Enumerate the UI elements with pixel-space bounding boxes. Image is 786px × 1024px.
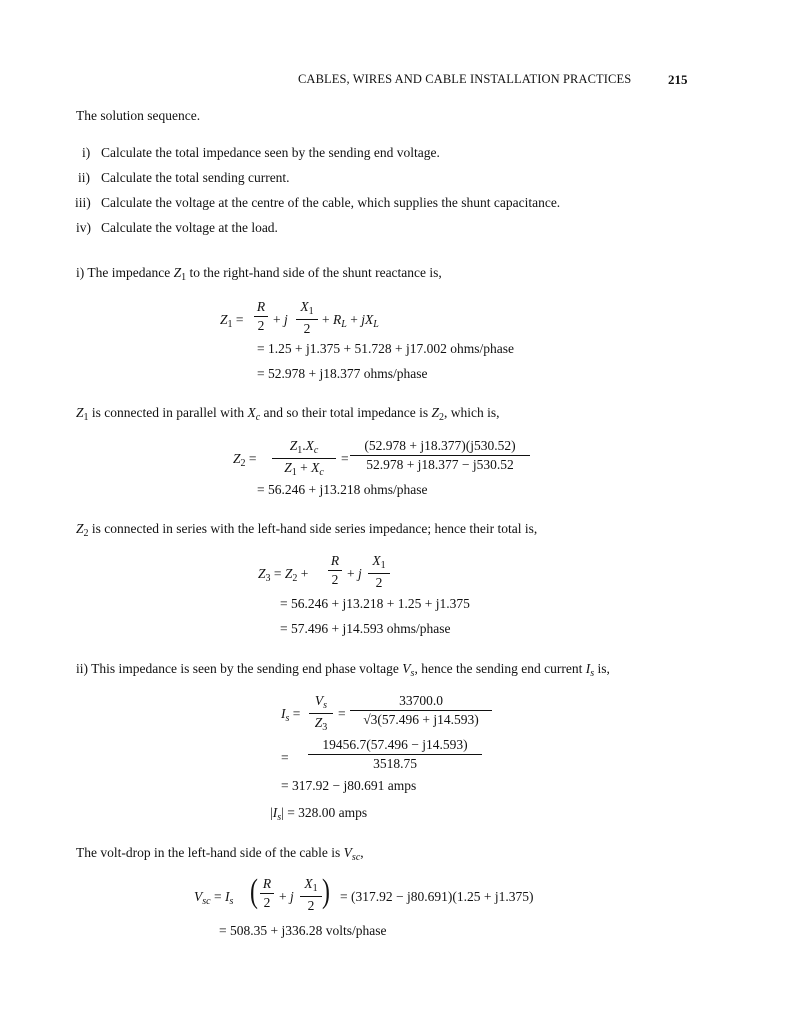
eq-line: = 317.92 − j80.691 amps: [281, 778, 417, 793]
eq-line: = 1.25 + j1.375 + 51.728 + j17.002 ohms/phase: [257, 341, 514, 356]
symbol: Z: [431, 405, 440, 420]
fraction-numeric-2: [308, 738, 482, 770]
eq-line: = 328.00 amps: [287, 805, 368, 820]
eq-lhs: $V_{sc} = I_s$: [194, 889, 234, 907]
fraction-r-over-2: R 2: [260, 877, 274, 909]
fraction-x1-over-2: $X_1$ 2: [296, 300, 318, 336]
subscript: 2: [83, 528, 89, 539]
eq-lhs: $Z_1$ =: [220, 312, 244, 330]
para-text: is connected in series with the left-hand side series impedance; hence their total is,: [88, 521, 538, 536]
step-label: iv): [76, 220, 91, 235]
symbol: X: [247, 405, 256, 420]
denominator: 52.978 + j18.377 − j530.52: [366, 456, 514, 472]
fraction-vs-z3: $V_s$ $Z_3$: [309, 694, 333, 733]
fraction-x1-over-2: $X_1$ 2: [300, 877, 322, 913]
para-text: to the right-hand side of the shunt reactance is,: [186, 265, 442, 280]
subscript: sc: [351, 852, 361, 863]
fraction-numeric: [350, 439, 530, 471]
right-paren: ): [322, 873, 330, 910]
eq-line: = 57.496 + j14.593 ohms/phase: [280, 621, 451, 636]
subscript: 2: [439, 412, 445, 423]
eq-rhs: = (317.92 − j80.691)(1.25 + j1.375): [340, 889, 534, 904]
subscript: c: [255, 412, 261, 423]
fraction-r-over-2: R 2: [328, 554, 342, 586]
symbol: V: [343, 845, 352, 860]
eq-line: = 56.246 + j13.218 ohms/phase: [257, 482, 428, 497]
eq-term: + j: [273, 312, 288, 327]
running-header: CABLES, WIRES AND CABLE INSTALLATION PRACTICES: [298, 72, 632, 86]
intro-text: The solution sequence.: [76, 108, 201, 123]
fraction-x1-over-2: $X_1$ 2: [368, 554, 390, 590]
eq-lhs: $Z_2$ =: [233, 451, 257, 469]
step-label: ii): [78, 170, 90, 185]
numerator: 33700.0: [399, 693, 443, 708]
symbol: Z: [76, 405, 84, 420]
para-text: ii) This impedance is seen by the sending end phase voltage: [76, 661, 403, 676]
eq-term: + $R_L + jX_L$: [322, 312, 379, 330]
eq-sign: =: [341, 451, 349, 466]
symbol: Z: [173, 265, 182, 280]
step-text: Calculate the total impedance seen by the sending end voltage.: [101, 145, 440, 160]
para-text: ,: [360, 845, 364, 860]
step-text: Calculate the voltage at the load.: [101, 220, 278, 235]
subscript: 1: [181, 272, 187, 283]
subscript: s: [410, 668, 415, 679]
step-label: iii): [75, 195, 91, 210]
step-label: i): [82, 145, 91, 160]
para-text: is,: [594, 661, 610, 676]
eq-lhs: $Z_3 = Z_2$ +: [258, 566, 309, 584]
fraction-r-over-2: R 2: [254, 300, 268, 332]
eq-term: + j: [347, 566, 362, 581]
paragraph-current: [76, 662, 610, 679]
eq-line: = 508.35 + j336.28 volts/phase: [219, 923, 387, 938]
numerator: (52.978 + j18.377)(j530.52): [364, 438, 516, 453]
symbol: I: [585, 661, 591, 676]
para-text: , hence the sending end current: [414, 661, 586, 676]
step-text: Calculate the total sending current.: [101, 170, 290, 185]
eq-lhs: $I_s$ =: [281, 706, 301, 724]
para-text: is connected in parallel with: [88, 405, 248, 420]
denominator: √3(57.496 + j14.593): [363, 711, 479, 727]
para-text: i) The impedance: [76, 265, 174, 280]
symbol: V: [402, 661, 411, 676]
denominator: 3518.75: [373, 755, 417, 771]
paragraph-volt-drop: [76, 846, 364, 863]
numerator: 19456.7(57.496 − j14.593): [322, 737, 468, 752]
paragraph-series: [76, 522, 537, 539]
para-text: and so their total impedance is: [260, 405, 432, 420]
subscript: s: [590, 668, 595, 679]
eq-line: = 56.246 + j13.218 + 1.25 + j1.375: [280, 596, 470, 611]
page-number: 215: [668, 72, 688, 87]
eq-sign: =: [338, 706, 346, 721]
eq-sign: =: [281, 750, 289, 765]
eq-line: = 52.978 + j18.377 ohms/phase: [257, 366, 428, 381]
step-text: Calculate the voltage at the centre of the cable, which supplies the shunt capacitance.: [101, 195, 561, 210]
symbol: Z: [76, 521, 84, 536]
paragraph-parallel: [76, 406, 500, 423]
left-paren: (: [250, 873, 258, 910]
fraction-numeric: [350, 694, 492, 726]
fraction-z1xc: $Z_1.X_c$ $Z_1 + X_c$: [272, 439, 336, 478]
paragraph-z1-intro: [76, 266, 442, 283]
eq-term: + j: [279, 889, 294, 904]
eq-magnitude: $|I_s| = 328.00$ amps: [270, 805, 368, 823]
subscript: 1: [83, 412, 89, 423]
para-text: , which is,: [444, 405, 500, 420]
para-text: The volt-drop in the left-hand side of the cable is: [76, 845, 344, 860]
